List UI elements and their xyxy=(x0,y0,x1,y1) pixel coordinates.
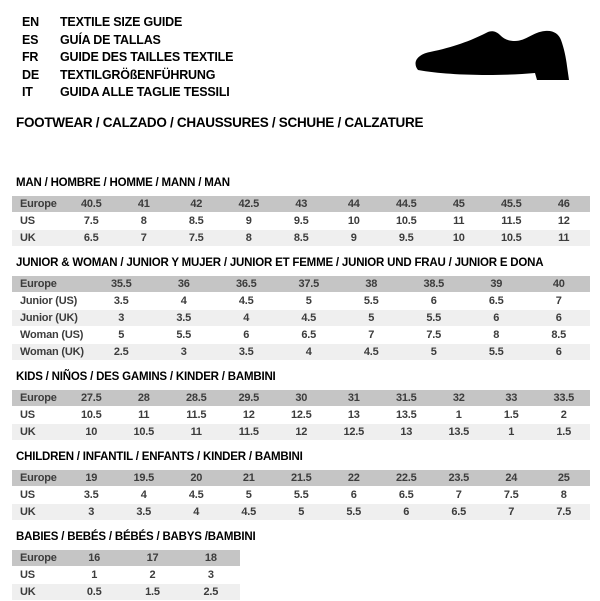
table-row xyxy=(12,229,590,246)
row-label: UK xyxy=(12,583,65,600)
size-cell: 3.5 xyxy=(153,309,216,326)
table-row xyxy=(12,292,590,309)
size-cell: 2.5 xyxy=(182,583,240,600)
size-cell: 13.5 xyxy=(380,406,433,423)
size-cell: 39 xyxy=(465,276,528,293)
size-cell: 7.5 xyxy=(538,503,591,520)
size-cell: 40 xyxy=(528,276,591,293)
size-cell: 4 xyxy=(278,343,341,360)
size-cell: 5 xyxy=(340,309,403,326)
size-cell: 13 xyxy=(380,423,433,440)
size-cell: 40.5 xyxy=(65,196,118,213)
size-cell: 7 xyxy=(485,503,538,520)
size-cell: 3.5 xyxy=(118,503,171,520)
size-cell: 9.5 xyxy=(380,229,433,246)
size-cell: 10.5 xyxy=(65,406,118,423)
size-cell: 11 xyxy=(118,406,171,423)
table-row xyxy=(12,423,590,440)
size-cell: 5 xyxy=(223,486,276,503)
table-row xyxy=(12,343,590,360)
size-table-kids xyxy=(12,390,590,441)
row-label: UK xyxy=(12,229,65,246)
size-cell: 28.5 xyxy=(170,390,223,407)
table-row xyxy=(12,390,590,407)
size-cell: 16 xyxy=(65,550,123,567)
size-cell: 43 xyxy=(275,196,328,213)
size-cell: 44.5 xyxy=(380,196,433,213)
size-cell: 21.5 xyxy=(275,470,328,487)
size-cell: 0.5 xyxy=(65,583,123,600)
size-section-children xyxy=(12,451,590,521)
size-cell: 6.5 xyxy=(65,229,118,246)
row-label: Junior (US) xyxy=(12,292,90,309)
size-cell: 41 xyxy=(118,196,171,213)
size-cell: 6.5 xyxy=(380,486,433,503)
size-cell: 42.5 xyxy=(223,196,276,213)
size-cell: 19.5 xyxy=(118,470,171,487)
size-cell: 23.5 xyxy=(433,470,486,487)
size-cell: 6 xyxy=(215,326,278,343)
size-cell: 12 xyxy=(223,406,276,423)
size-table-man xyxy=(12,196,590,247)
size-cell: 30 xyxy=(275,390,328,407)
size-cell: 11 xyxy=(538,229,591,246)
size-cell: 12 xyxy=(538,212,591,229)
size-cell: 2 xyxy=(538,406,591,423)
size-cell: 10 xyxy=(328,212,381,229)
size-cell: 8 xyxy=(465,326,528,343)
size-cell: 18 xyxy=(182,550,240,567)
table-row xyxy=(12,276,590,293)
section-title-children: CHILDREN / INFANTIL / ENFANTS / KINDER / BAMBINI xyxy=(16,450,303,463)
size-cell: 4.5 xyxy=(215,292,278,309)
size-cell: 38.5 xyxy=(403,276,466,293)
size-cell: 4 xyxy=(153,292,216,309)
size-cell: 4 xyxy=(118,486,171,503)
size-cell: 8.5 xyxy=(170,212,223,229)
row-label: Europe xyxy=(12,550,65,567)
size-cell: 2.5 xyxy=(90,343,153,360)
language-code: DE xyxy=(22,67,39,82)
size-cell: 6 xyxy=(403,292,466,309)
size-table-junior-woman xyxy=(12,276,590,361)
size-cell: 7 xyxy=(118,229,171,246)
size-cell: 6 xyxy=(528,343,591,360)
size-cell: 9 xyxy=(328,229,381,246)
size-cell: 42 xyxy=(170,196,223,213)
size-cell: 5 xyxy=(278,292,341,309)
size-table-children xyxy=(12,470,590,521)
language-code: FR xyxy=(22,50,39,64)
size-cell: 5 xyxy=(403,343,466,360)
size-cell: 13 xyxy=(328,406,381,423)
size-cell: 8 xyxy=(538,486,591,503)
size-cell: 1 xyxy=(485,423,538,440)
size-cell: 46 xyxy=(538,196,591,213)
size-cell: 36.5 xyxy=(215,276,278,293)
language-label: TEXTILE SIZE GUIDE xyxy=(60,15,183,29)
size-table-babies xyxy=(12,550,240,601)
size-cell: 10 xyxy=(65,423,118,440)
table-row xyxy=(12,196,590,213)
size-cell: 24 xyxy=(485,470,538,487)
size-cell: 25 xyxy=(538,470,591,487)
size-cell: 10.5 xyxy=(485,229,538,246)
size-cell: 8.5 xyxy=(528,326,591,343)
size-cell: 1 xyxy=(65,566,123,583)
section-title-man: MAN / HOMBRE / HOMME / MANN / MAN xyxy=(16,176,230,189)
size-cell: 3 xyxy=(65,503,118,520)
size-cell: 1.5 xyxy=(485,406,538,423)
size-cell: 7.5 xyxy=(403,326,466,343)
size-cell: 5 xyxy=(90,326,153,343)
size-cell: 35.5 xyxy=(90,276,153,293)
size-cell: 11 xyxy=(170,423,223,440)
language-label: TEXTILGRÖßENFÜHRUNG xyxy=(60,67,216,82)
size-cell: 10.5 xyxy=(118,423,171,440)
size-cell: 31.5 xyxy=(380,390,433,407)
size-section-kids xyxy=(12,371,590,441)
size-cell: 3 xyxy=(90,309,153,326)
size-cell: 7.5 xyxy=(485,486,538,503)
row-label: US xyxy=(12,566,65,583)
table-row xyxy=(12,550,240,567)
size-cell: 5.5 xyxy=(465,343,528,360)
size-cell: 10 xyxy=(433,229,486,246)
size-cell: 38 xyxy=(340,276,403,293)
size-cell: 36 xyxy=(153,276,216,293)
table-row xyxy=(12,503,590,520)
row-label: US xyxy=(12,406,65,423)
size-cell: 12.5 xyxy=(328,423,381,440)
size-cell: 5.5 xyxy=(328,503,381,520)
size-cell: 9 xyxy=(223,212,276,229)
row-label: Woman (US) xyxy=(12,326,90,343)
size-cell: 8.5 xyxy=(275,229,328,246)
table-row xyxy=(12,326,590,343)
section-title-babies: BABIES / BEBÉS / BÉBÉS / BABYS /BAMBINI xyxy=(16,530,256,543)
size-cell: 22 xyxy=(328,470,381,487)
table-row xyxy=(12,212,590,229)
size-cell: 22.5 xyxy=(380,470,433,487)
table-row xyxy=(12,486,590,503)
size-cell: 33 xyxy=(485,390,538,407)
size-cell: 12 xyxy=(275,423,328,440)
size-cell: 44 xyxy=(328,196,381,213)
size-cell: 4.5 xyxy=(278,309,341,326)
section-title-junior-woman: JUNIOR & WOMAN / JUNIOR Y MUJER / JUNIOR ET FEMME / JUNIOR UND FRAU / JUNIOR E DONA xyxy=(16,256,544,269)
table-row xyxy=(12,566,240,583)
size-cell: 1.5 xyxy=(538,423,591,440)
size-cell: 28 xyxy=(118,390,171,407)
size-cell: 1 xyxy=(433,406,486,423)
size-cell: 5 xyxy=(275,503,328,520)
size-cell: 21 xyxy=(223,470,276,487)
language-code: IT xyxy=(22,85,33,99)
table-row xyxy=(12,583,240,600)
size-cell: 7.5 xyxy=(65,212,118,229)
size-cell: 7 xyxy=(528,292,591,309)
size-cell: 45 xyxy=(433,196,486,213)
section-title-kids: KIDS / NIÑOS / DES GAMINS / KINDER / BAMBINI xyxy=(16,370,276,383)
row-label: Europe xyxy=(12,196,65,213)
size-cell: 1.5 xyxy=(123,583,181,600)
language-code: ES xyxy=(22,32,39,47)
table-row xyxy=(12,309,590,326)
size-cell: 6 xyxy=(328,486,381,503)
size-cell: 13.5 xyxy=(433,423,486,440)
size-section-junior-woman xyxy=(12,257,590,361)
size-cell: 6 xyxy=(465,309,528,326)
size-cell: 6 xyxy=(380,503,433,520)
row-label: US xyxy=(12,212,65,229)
row-label: US xyxy=(12,486,65,503)
size-cell: 20 xyxy=(170,470,223,487)
row-label: Europe xyxy=(12,470,65,487)
category-title: FOOTWEAR / CALZADO / CHAUSSURES / SCHUHE / CALZATURE xyxy=(16,114,424,130)
size-cell: 3.5 xyxy=(90,292,153,309)
size-cell: 4.5 xyxy=(340,343,403,360)
row-label: Woman (UK) xyxy=(12,343,90,360)
size-cell: 29.5 xyxy=(223,390,276,407)
row-label: UK xyxy=(12,423,65,440)
size-cell: 3.5 xyxy=(215,343,278,360)
size-cell: 45.5 xyxy=(485,196,538,213)
size-cell: 4 xyxy=(170,503,223,520)
size-cell: 32 xyxy=(433,390,486,407)
table-row xyxy=(12,470,590,487)
size-cell: 19 xyxy=(65,470,118,487)
size-cell: 33.5 xyxy=(538,390,591,407)
size-cell: 7.5 xyxy=(170,229,223,246)
size-cell: 11.5 xyxy=(170,406,223,423)
size-cell: 6.5 xyxy=(465,292,528,309)
row-label: Europe xyxy=(12,276,90,293)
size-cell: 3 xyxy=(182,566,240,583)
language-code: EN xyxy=(22,15,39,29)
size-cell: 7 xyxy=(340,326,403,343)
size-cell: 8 xyxy=(223,229,276,246)
size-cell: 5.5 xyxy=(340,292,403,309)
language-label: GUÍA DE TALLAS xyxy=(60,32,161,47)
size-tables xyxy=(12,177,590,601)
size-cell: 17 xyxy=(123,550,181,567)
size-cell: 6 xyxy=(528,309,591,326)
size-cell: 37.5 xyxy=(278,276,341,293)
size-cell: 31 xyxy=(328,390,381,407)
size-section-babies xyxy=(12,531,590,601)
size-section-man xyxy=(12,177,590,247)
size-cell: 27.5 xyxy=(65,390,118,407)
size-cell: 4.5 xyxy=(170,486,223,503)
size-cell: 5.5 xyxy=(153,326,216,343)
size-cell: 11 xyxy=(433,212,486,229)
size-cell: 3.5 xyxy=(65,486,118,503)
size-cell: 11.5 xyxy=(223,423,276,440)
size-cell: 10.5 xyxy=(380,212,433,229)
size-cell: 7 xyxy=(433,486,486,503)
size-cell: 11.5 xyxy=(485,212,538,229)
size-cell: 5.5 xyxy=(403,309,466,326)
size-cell: 6.5 xyxy=(278,326,341,343)
size-cell: 12.5 xyxy=(275,406,328,423)
shoe-icon xyxy=(406,27,576,89)
size-cell: 2 xyxy=(123,566,181,583)
size-cell: 5.5 xyxy=(275,486,328,503)
size-cell: 4.5 xyxy=(223,503,276,520)
row-label: Europe xyxy=(12,390,65,407)
table-row xyxy=(12,406,590,423)
size-cell: 4 xyxy=(215,309,278,326)
size-cell: 6.5 xyxy=(433,503,486,520)
language-label: GUIDE DES TAILLES TEXTILE xyxy=(60,50,234,64)
size-cell: 3 xyxy=(153,343,216,360)
language-label: GUIDA ALLE TAGLIE TESSILI xyxy=(60,85,230,99)
row-label: Junior (UK) xyxy=(12,309,90,326)
size-cell: 9.5 xyxy=(275,212,328,229)
row-label: UK xyxy=(12,503,65,520)
size-cell: 8 xyxy=(118,212,171,229)
